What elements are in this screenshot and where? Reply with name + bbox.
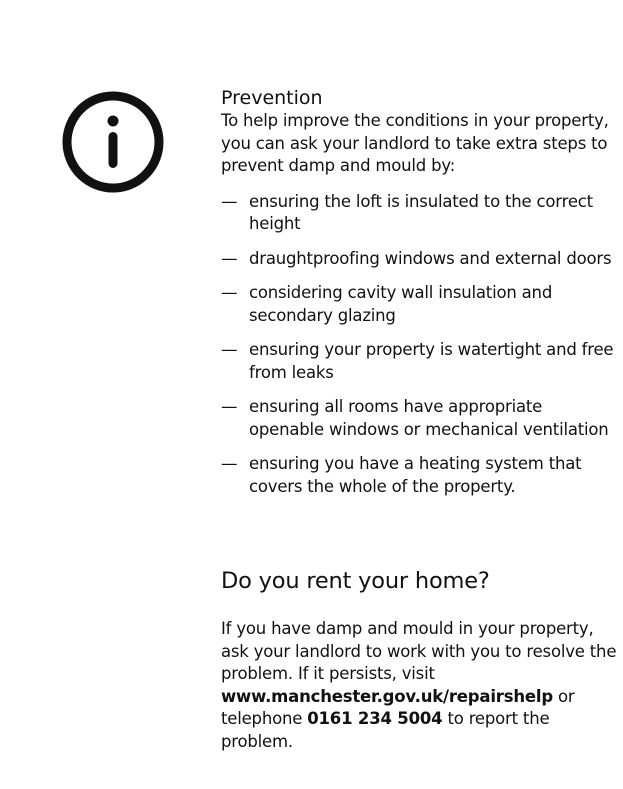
list-item-text: considering cavity wall insulation and secondary glazing xyxy=(249,283,553,325)
list-item-text: ensuring your property is watertight and free from leaks xyxy=(249,340,614,382)
or-telephone-text: or telephone xyxy=(221,686,575,728)
repairs-help-link[interactable]: www.manchester.gov.uk/repairshelp xyxy=(221,686,553,706)
dash-bullet: — xyxy=(221,340,238,359)
dash-bullet: — xyxy=(221,191,238,211)
rent-heading: Do you rent your home? xyxy=(221,568,490,594)
prevention-list xyxy=(221,191,617,499)
dash-bullet: — xyxy=(221,397,238,416)
list-item xyxy=(221,453,617,498)
prevention-intro: To help improve the conditions in your property, you can ask your landlord to take extra steps to prevent damp and mould by: xyxy=(221,111,609,175)
rent-body xyxy=(221,618,617,753)
list-item-text: ensuring all rooms have appropriate openable windows or mechanical ventilation xyxy=(249,397,609,439)
list-item-text: ensuring the loft is insulated to the correct height xyxy=(249,191,593,233)
list-item xyxy=(221,282,617,327)
list-item-text: ensuring you have a heating system that covers the whole of the property. xyxy=(249,454,582,496)
list-item xyxy=(221,396,617,441)
prevention-heading: Prevention xyxy=(221,87,323,109)
info-icon xyxy=(61,90,165,194)
dash-bullet: — xyxy=(221,454,238,473)
list-item xyxy=(221,339,617,384)
list-item-text: draughtproofing windows and external doors xyxy=(249,248,612,268)
phone-number[interactable]: 0161 234 5004 xyxy=(307,709,443,728)
list-item xyxy=(221,248,617,271)
dash-bullet: — xyxy=(221,248,238,268)
dash-bullet: — xyxy=(221,283,238,302)
list-item xyxy=(221,191,617,236)
rent-body-start: If you have damp and mould in your property, ask your landlord to work with you to resolve the problem. If it persists, visit xyxy=(221,619,617,683)
prevention-section xyxy=(221,86,617,510)
rent-body-end: to report the problem. xyxy=(221,709,550,751)
